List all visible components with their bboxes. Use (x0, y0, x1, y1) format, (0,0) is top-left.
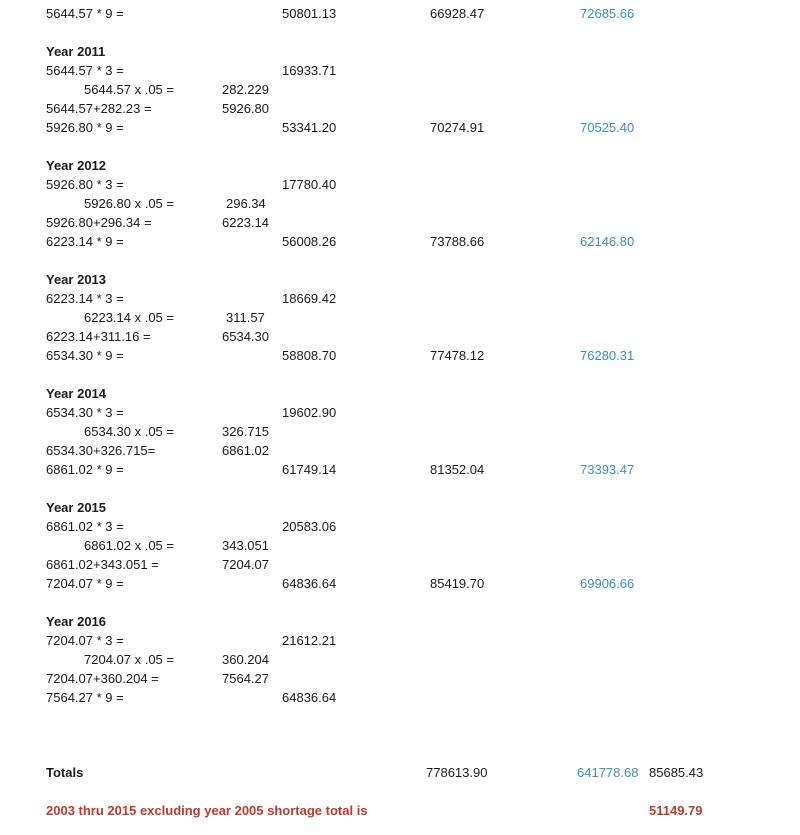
paid-value: 81352.04 (430, 462, 485, 477)
amount-value: 19602.90 (282, 405, 337, 420)
year-title: Year 2011 (46, 44, 106, 59)
year-heading (0, 42, 800, 61)
calc-label: 6223.14 * 3 = (46, 291, 124, 306)
amount-value: 18669.42 (282, 291, 337, 306)
calc-label: 6223.14 * 9 = (46, 234, 124, 249)
year-heading (0, 270, 800, 289)
amount-value: 64836.64 (282, 576, 337, 591)
amount-value: 64836.64 (282, 690, 337, 705)
calc-label: 6534.30 * 3 = (46, 405, 124, 420)
year-title: Year 2012 (46, 158, 107, 173)
calc-row (0, 460, 800, 479)
calc-row (0, 403, 800, 422)
calc-row (0, 441, 800, 460)
amount-value: 17780.40 (282, 177, 337, 192)
calc-label: 6861.02 x .05 = (84, 538, 174, 553)
calc-row (0, 289, 800, 308)
raise-value: 326.715 (222, 424, 269, 439)
year-heading (0, 498, 800, 517)
calc-row (0, 308, 800, 327)
calc-row (0, 80, 800, 99)
calc-row (0, 213, 800, 232)
paid-value: 73788.66 (430, 234, 485, 249)
calc-label: 6223.14+311.16 = (46, 329, 151, 344)
rate-value: 6861.02 (222, 443, 269, 458)
calc-label: 5644.57+282.23 = (46, 101, 152, 116)
summary-label: 2003 thru 2015 excluding year 2005 shortage total is (46, 803, 368, 818)
calc-label: 7564.27 * 9 = (46, 690, 124, 705)
rate-value: 7204.07 (222, 557, 269, 572)
calc-row (0, 232, 800, 251)
calc-label: 6861.02 * 9 = (46, 462, 124, 477)
calc-label: 5926.80 x .05 = (84, 196, 174, 211)
paid-value: 85419.70 (430, 576, 485, 591)
raise-value: 360.204 (222, 652, 269, 667)
calc-label: 6534.30 * 9 = (46, 348, 124, 363)
rate-value: 7564.27 (222, 671, 269, 686)
amount-value: 50801.13 (282, 6, 337, 21)
calc-label: 5644.57 * 3 = (46, 63, 124, 78)
calc-row (0, 61, 800, 80)
calc-label: 7204.07 x .05 = (84, 652, 174, 667)
amount-value: 61749.14 (282, 462, 337, 477)
rate-value: 6534.30 (222, 329, 269, 344)
year-heading (0, 612, 800, 631)
calc-row (0, 669, 800, 688)
rate-value: 6223.14 (222, 215, 269, 230)
calc-label: 5926.80+296.34 = (46, 215, 152, 230)
calc-row (0, 422, 800, 441)
calc-row (0, 555, 800, 574)
calc-label: 5926.80 * 3 = (46, 177, 124, 192)
calc-label: 5926.80 * 9 = (46, 120, 124, 135)
rate-value: 5926.80 (222, 101, 269, 116)
amount-value: 20583.06 (282, 519, 337, 534)
calc-label: 7204.07+360.204 = (46, 671, 159, 686)
calc-row (0, 536, 800, 555)
summary-value: 51149.79 (649, 803, 703, 818)
calc-label: 5644.57 x .05 = (84, 82, 174, 97)
received-value: 73393.47 (580, 462, 635, 477)
calc-label: 6861.02 * 3 = (46, 519, 124, 534)
calc-label: 6223.14 x .05 = (84, 310, 174, 325)
year-title: Year 2013 (46, 272, 107, 287)
received-value: 69906.66 (580, 576, 635, 591)
totals-label: Totals (46, 765, 84, 780)
year-heading (0, 384, 800, 403)
raise-value: 343.051 (222, 538, 269, 553)
top-row (0, 4, 800, 23)
amount-value: 56008.26 (282, 234, 337, 249)
amount-value: 53341.20 (282, 120, 337, 135)
calc-row (0, 99, 800, 118)
raise-value: 311.57 (226, 310, 265, 325)
year-heading (0, 156, 800, 175)
totals-shortage: 85685.43 (649, 765, 704, 780)
calc-row (0, 517, 800, 536)
totals-row (0, 763, 800, 782)
year-title: Year 2016 (46, 614, 107, 629)
calc-row (0, 688, 800, 707)
year-title: Year 2014 (46, 386, 107, 401)
totals-paid: 778613.90 (426, 765, 488, 780)
amount-value: 58808.70 (282, 348, 337, 363)
totals-received: 641778.68 (577, 765, 639, 780)
summary-row (0, 801, 800, 820)
paid-value: 70274.91 (430, 120, 485, 135)
calc-label: 6534.30 x .05 = (84, 424, 174, 439)
received-value: 76280.31 (580, 348, 635, 363)
calc-label: 7204.07 * 3 = (46, 633, 124, 648)
calc-row (0, 650, 800, 669)
raise-value: 282.229 (222, 82, 269, 97)
calc-row (0, 118, 800, 137)
paid-value: 77478.12 (430, 348, 485, 363)
calc-row (0, 175, 800, 194)
calc-label: 6534.30+326.715= (46, 443, 156, 458)
calc-row (0, 194, 800, 213)
calc-row (0, 327, 800, 346)
calc-row (0, 346, 800, 365)
calc-label: 7204.07 * 9 = (46, 576, 124, 591)
raise-value: 296.34 (226, 196, 266, 211)
received-value: 72685.66 (580, 6, 635, 21)
calc-row (0, 631, 800, 650)
received-value: 70525.40 (580, 120, 635, 135)
amount-value: 21612.21 (282, 633, 337, 648)
calc-row (0, 574, 800, 593)
year-title: Year 2015 (46, 500, 107, 515)
calc-label: 6861.02+343.051 = (46, 557, 159, 572)
paid-value: 66928.47 (430, 6, 485, 21)
calc-label: 5644.57 * 9 = (46, 6, 124, 21)
amount-value: 16933.71 (282, 63, 337, 78)
received-value: 62146.80 (580, 234, 635, 249)
